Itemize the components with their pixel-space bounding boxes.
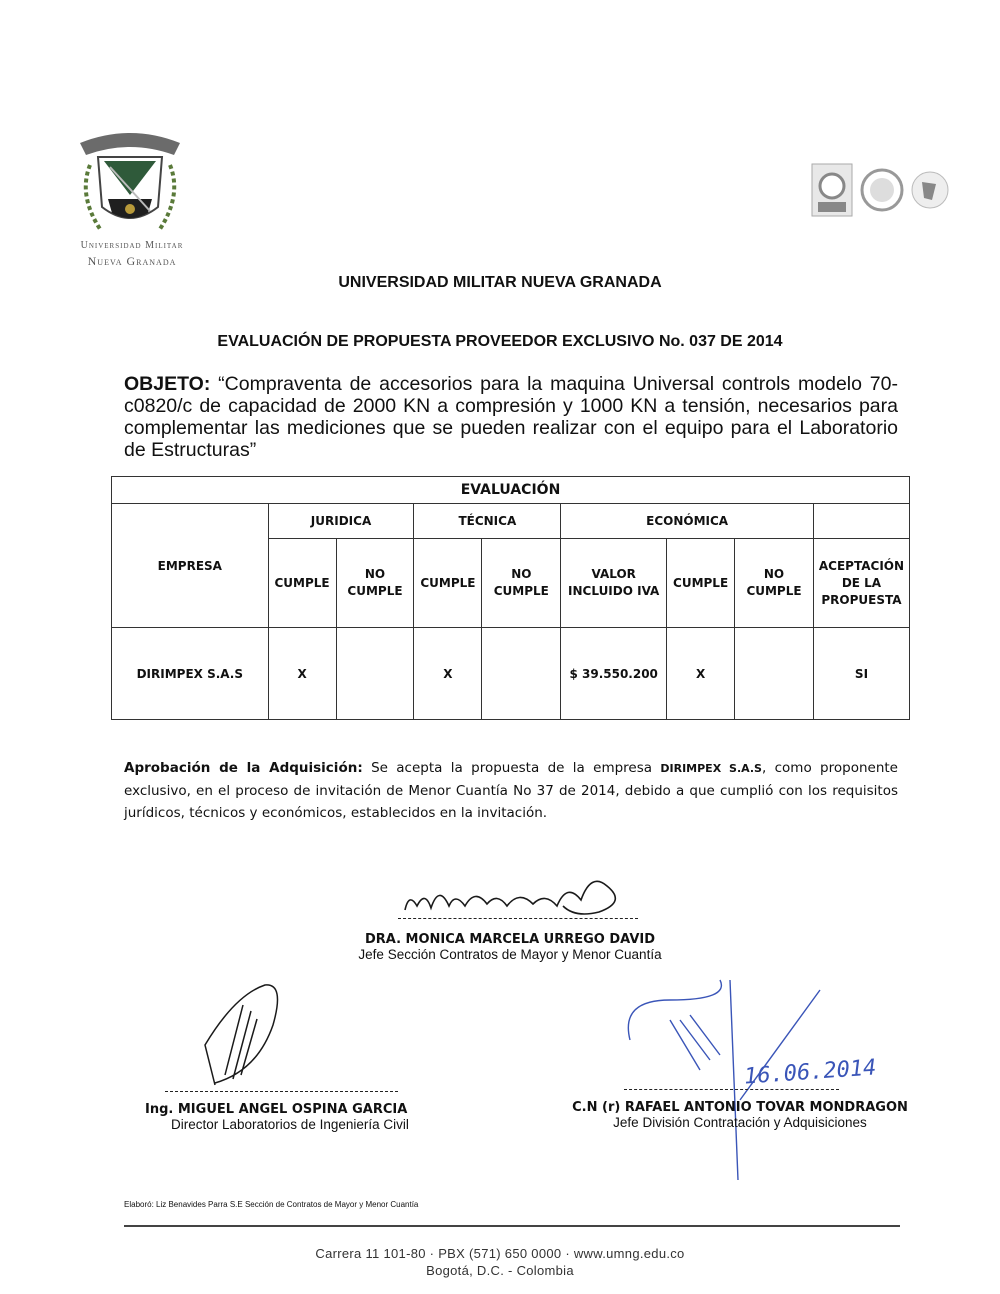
- cell-tec-cumple: X: [414, 628, 482, 720]
- signer-name-tovar: C.N (r) RAFAEL ANTONIO TOVAR MONDRAGON: [572, 1100, 908, 1115]
- footer-divider: [124, 1225, 900, 1227]
- group-juridica: JURIDICA: [268, 504, 414, 539]
- col-jur-cumple: CUMPLE: [268, 539, 336, 628]
- col-jur-no-cumple: NO CUMPLE: [336, 539, 414, 628]
- signature-line-tovar: [624, 1089, 839, 1090]
- objeto-text: “Compraventa de accesorios para la maquina Universal controls modelo 70-c0820/c de capacidad de 2000 KN a compresión y 1000 KN a tensión, necesarios para complementar las mediciones que se pueden realizar con el equipo para el Laboratorio de Estructuras”: [124, 373, 898, 461]
- cell-tec-no-cumple: [482, 628, 561, 720]
- handwritten-date: 16.06.2014: [743, 1055, 878, 1090]
- aprobacion-paragraph: [124, 757, 898, 824]
- aprobacion-company: DIRIMPEX S.A.S: [660, 762, 762, 775]
- footer-city: Bogotá, D.C. - Colombia: [426, 1263, 574, 1278]
- col-eco-no-cumple: NO CUMPLE: [735, 539, 814, 628]
- signature-block-tovar: [570, 1100, 910, 1130]
- signer-name-urrego: DRA. MONICA MARCELA URREGO DAVID: [364, 932, 656, 947]
- signer-name-ospina: MIGUEL ANGEL OSPINA GARCIA: [177, 1102, 408, 1117]
- evaluation-table: [111, 476, 910, 720]
- signer-role-urrego: Jefe Sección Contratos de Mayor y Menor Cuantía: [358, 947, 662, 962]
- logo-text-line2: Nueva Granada: [87, 254, 177, 268]
- col-valor: VALOR INCLUIDO IVA: [561, 539, 667, 628]
- document-title: EVALUACIÓN DE PROPUESTA PROVEEDOR EXCLUSIVO No. 037 DE 2014: [217, 333, 783, 350]
- signer-prefix-ospina: Ing.: [145, 1102, 174, 1117]
- col-tec-no-cumple: NO CUMPLE: [482, 539, 561, 628]
- aprobacion-label: Aprobación de la Adquisición:: [124, 760, 363, 776]
- aprobacion-text1: Se acepta la propuesta de la empresa: [362, 760, 661, 776]
- cell-aceptacion: SI: [813, 628, 909, 720]
- group-economica: ECONÓMICA: [561, 504, 814, 539]
- cell-jur-cumple: X: [268, 628, 336, 720]
- table-row: [112, 628, 910, 720]
- cell-jur-no-cumple: [336, 628, 414, 720]
- elaboro-note: Elaboró: Liz Benavides Parra S.E Sección de Contratos de Mayor y Menor Cuantía: [124, 1200, 419, 1209]
- signature-ospina-image: [185, 975, 295, 1095]
- institution-title: UNIVERSIDAD MILITAR NUEVA GRANADA: [338, 274, 662, 291]
- signature-block-ospina: [140, 1102, 440, 1132]
- signer-role-tovar: Jefe División Contratación y Adquisiciones: [613, 1115, 867, 1130]
- col-eco-cumple: CUMPLE: [667, 539, 735, 628]
- col-empresa: EMPRESA: [112, 504, 269, 628]
- table-title: EVALUACIÓN: [112, 477, 910, 504]
- col-tec-cumple: CUMPLE: [414, 539, 482, 628]
- signature-block-urrego: [320, 932, 700, 962]
- signature-line-urrego: [398, 918, 638, 919]
- col-aceptacion: ACEPTACIÓN DE LA PROPUESTA: [813, 539, 909, 628]
- cell-eco-no-cumple: [735, 628, 814, 720]
- signer-role-ospina: Director Laboratorios de Ingeniería Civil: [171, 1117, 409, 1132]
- footer-address: Carrera 11 101-80 · PBX (571) 650 0000 · www.umng.edu.co: [315, 1246, 685, 1261]
- certification-seals: [810, 160, 960, 220]
- cell-eco-cumple: X: [667, 628, 735, 720]
- cell-valor: $ 39.550.200: [561, 628, 667, 720]
- group-tecnica: TÉCNICA: [414, 504, 561, 539]
- empty-header-cell: [813, 504, 909, 539]
- cell-empresa: DIRIMPEX S.A.S: [112, 628, 269, 720]
- objeto-paragraph: [124, 373, 898, 461]
- aprobacion-text2: , como proponente exclusivo, en el proceso de invitación de Menor Cuantía No 37 de 2014, debido a que cumplió con los requisitos jurídicos, técnicos y económicos, establecidos en la invitación.: [124, 760, 898, 821]
- objeto-label: OBJETO:: [124, 373, 211, 395]
- logo-text-line1: Universidad Militar: [80, 240, 184, 251]
- signature-line-ospina: [165, 1091, 398, 1092]
